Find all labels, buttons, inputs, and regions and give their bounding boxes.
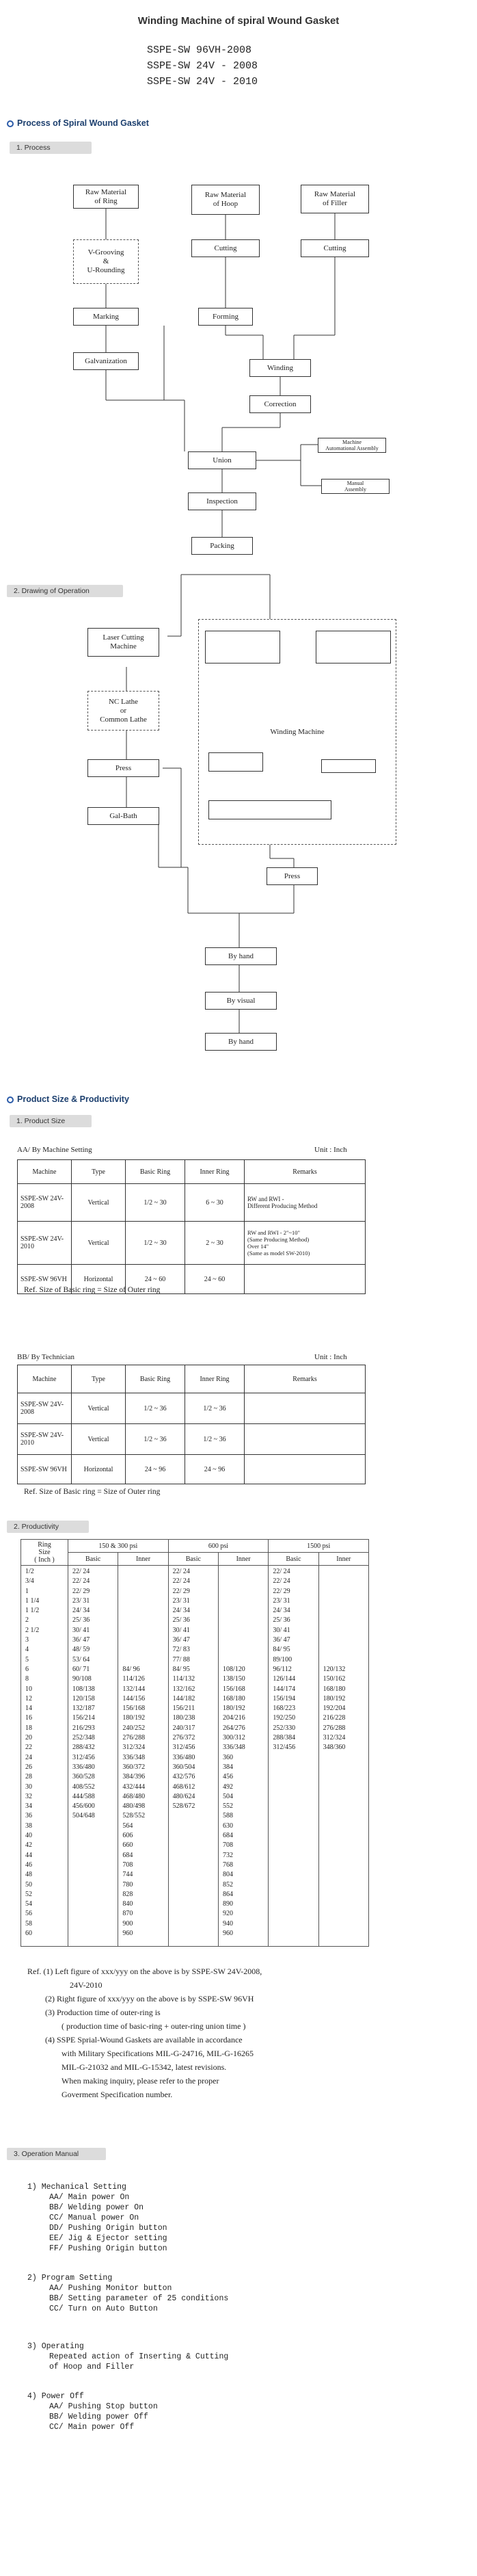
remark-line: (4) SSPE Sprial-Wound Gaskets are available in accordance xyxy=(45,2035,243,2045)
table-header-cell: Basic xyxy=(68,1553,118,1566)
box-label: Packing xyxy=(210,541,234,550)
manual-step: AA/ Pushing Stop button xyxy=(49,2402,158,2411)
manual-item-steps xyxy=(27,2352,465,2372)
box-label: By hand xyxy=(228,951,254,960)
remark-line: (2) Right figure of xxx/yyy on the above is by SSPE-SW 96VH xyxy=(45,1994,254,2003)
table-header-cell: Basic Ring xyxy=(126,1160,185,1184)
table-column: 22/ 24 22/ 24 22/ 29 23/ 31 24/ 34 25/ 36 30/ 41 36/ 47 84/ 95 89/100 96/112 126/144 144/174 156/194 168/223 192/250 252/330 288/384 312/456 xyxy=(269,1566,318,1947)
table-cell: 24 ~ 60 xyxy=(185,1265,245,1294)
press-box xyxy=(87,759,159,777)
box-label: Correction xyxy=(264,399,297,408)
table-row xyxy=(18,1184,366,1222)
table-header-cell: 150 & 300 psi xyxy=(68,1540,169,1553)
table-column: 108/120 138/150 156/168 168/180 180/192 204/216 264/276 300/312 336/348 360 384 456 492 504 552 588 630 684 708 732 768 804 852 864 890 920 940 960 xyxy=(218,1566,268,1947)
table-cell: SSPE-SW 24V- 2008 xyxy=(18,1393,72,1424)
table-cell: Horizontal xyxy=(72,1455,126,1484)
table-cell: Vertical xyxy=(72,1184,126,1222)
table-row xyxy=(18,1393,366,1424)
table-header-cell: Inner xyxy=(218,1553,268,1566)
by-hand-box xyxy=(205,1033,277,1051)
remarks-block xyxy=(27,1964,465,2101)
table-cell: Vertical xyxy=(72,1393,126,1424)
table-cell: RW and RWI - 2"~10" (Same Producing Method) Over 14" (Same as model SW-2010) xyxy=(245,1222,366,1265)
table-cell: 1/2 ~ 36 xyxy=(185,1393,245,1424)
manual-item xyxy=(27,2391,465,2432)
table-cell: Vertical xyxy=(72,1424,126,1455)
box-label: Raw Material of Filler xyxy=(314,190,356,207)
unit-label: Unit : Inch xyxy=(314,1146,347,1154)
table-cell: Vertical xyxy=(72,1222,126,1265)
box-label: Inspection xyxy=(206,497,238,505)
table-cell: SSPE-SW 24V- 2008 xyxy=(18,1184,72,1222)
table-column: 22/ 24 22/ 24 22/ 29 23/ 31 24/ 34 25/ 36 30/ 41 36/ 47 72/ 83 77/ 88 84/ 95 114/132 132/162 144/182 156/211 180/238 240/317 276/372 312/456 336/480 360/504 432/576 468/612 480/624 528/672 xyxy=(168,1566,218,1947)
manual-step: AA/ Main power On xyxy=(49,2193,130,2202)
table-cell: Horizontal xyxy=(72,1265,126,1294)
manual-step: Repeated action of Inserting & Cutting xyxy=(49,2352,229,2361)
machine-part-box xyxy=(205,631,280,663)
table-cell xyxy=(245,1424,366,1455)
machine-part-box xyxy=(316,631,391,663)
manual-step: EE/ Jig & Ejector setting xyxy=(49,2234,167,2243)
section-title: Process of Spiral Wound Gasket xyxy=(17,118,149,128)
table-caption: BB/ By Technician xyxy=(17,1353,74,1361)
box-label: Laser Cutting Machine xyxy=(103,633,144,650)
table-caption: AA/ By Machine Setting xyxy=(17,1146,92,1154)
nc-lathe-box xyxy=(87,691,159,731)
table-header-row xyxy=(21,1540,369,1553)
section-product-header xyxy=(7,1094,129,1104)
gal-bath-box xyxy=(87,807,159,825)
table-header-cell: Inner Ring xyxy=(185,1160,245,1184)
manual-step: CC/ Turn on Auto Button xyxy=(49,2304,158,2313)
model-name: SSPE-SW 96VH-2008 xyxy=(147,44,252,56)
manual-step: BB/ Welding power Off xyxy=(49,2413,148,2421)
table-header-cell: Ring Size ( Inch ) xyxy=(21,1540,68,1566)
manual-item-title: 4) Power Off xyxy=(27,2392,84,2401)
table-cell: 1/2 ~ 36 xyxy=(185,1424,245,1455)
product-size-table-bb xyxy=(17,1365,366,1484)
model-name: SSPE-SW 24V - 2008 xyxy=(147,60,258,72)
subsection-label: 3. Operation Manual xyxy=(7,2148,106,2160)
table-header-cell: Basic xyxy=(269,1553,318,1566)
table-header-cell: Basic Ring xyxy=(126,1365,185,1393)
table-header-cell: 600 psi xyxy=(168,1540,269,1553)
table-row xyxy=(18,1222,366,1265)
table-row xyxy=(18,1455,366,1484)
manual-item-title: 2) Program Setting xyxy=(27,2274,113,2283)
manual-item xyxy=(27,2182,465,2254)
table-header-cell: Inner xyxy=(318,1553,368,1566)
box-label: Cutting xyxy=(214,244,237,252)
box-label: Galvanization xyxy=(85,356,127,365)
manual-step: BB/ Welding power On xyxy=(49,2203,144,2212)
box-label: Press xyxy=(284,871,301,880)
table-cell xyxy=(245,1455,366,1484)
table-header-row xyxy=(21,1553,369,1566)
table-row xyxy=(18,1424,366,1455)
manual-item-steps xyxy=(27,2192,465,2254)
box-label: By hand xyxy=(228,1037,254,1046)
table-column: 22/ 24 22/ 24 22/ 29 23/ 31 24/ 34 25/ 36 30/ 41 36/ 47 48/ 59 53/ 64 60/ 71 90/108 108/138 120/158 132/187 156/214 216/293 252/348 288/432 312/456 336/480 360/528 408/552 444/588 456/600 504/648 xyxy=(68,1566,118,1947)
table-row xyxy=(21,1566,369,1947)
box-label: Press xyxy=(115,763,132,772)
manual-step: DD/ Pushing Origin button xyxy=(49,2224,167,2233)
circle-bullet-icon xyxy=(7,1096,14,1103)
unit-label: Unit : Inch xyxy=(314,1353,347,1361)
box-label: NC Lathe or Common Lathe xyxy=(100,697,147,724)
manual-step: BB/ Setting parameter of 25 conditions xyxy=(49,2294,229,2303)
table-header-cell: Remarks xyxy=(245,1365,366,1393)
press-box xyxy=(267,867,318,885)
box-label: Gal-Bath xyxy=(109,811,137,820)
manual-item-title: 1) Mechanical Setting xyxy=(27,2183,126,2192)
remark-line: 24V-2010 xyxy=(70,1980,103,1990)
box-label: Winding xyxy=(267,363,294,372)
manual-item xyxy=(27,2341,465,2372)
table-cell: SSPE-SW 24V- 2010 xyxy=(18,1222,72,1265)
table-column: 120/132 150/162 168/180 180/192 192/204 216/228 276/288 312/324 348/360 xyxy=(318,1566,368,1947)
manual-item-steps xyxy=(27,2402,465,2432)
table-cell xyxy=(245,1393,366,1424)
laser-cutting-box xyxy=(87,628,159,657)
subsection-label: 2. Productivity xyxy=(7,1521,89,1533)
table-cell: 24 ~ 96 xyxy=(185,1455,245,1484)
box-label: By visual xyxy=(226,996,256,1005)
table-header-cell: Inner Ring xyxy=(185,1365,245,1393)
operation-manual xyxy=(27,2182,465,2432)
manual-item-title: 3) Operating xyxy=(27,2342,84,2351)
box-label: Machine Automational Assembly xyxy=(325,439,379,451)
table-cell: RW and RWI - Different Producing Method xyxy=(245,1184,366,1222)
table-cell: 24 ~ 60 xyxy=(126,1265,185,1294)
table-header-cell: Type xyxy=(72,1365,126,1393)
manual-step: AA/ Pushing Monitor button xyxy=(49,2284,172,2293)
product-size-table-aa xyxy=(17,1159,366,1294)
box-label: Marking xyxy=(93,312,119,321)
subsection-label: 1. Process xyxy=(10,142,92,154)
remark-line: (3) Production time of outer-ring is xyxy=(45,2008,161,2017)
box-label: Winding Machine xyxy=(270,727,325,736)
table-cell: 1/2 ~ 30 xyxy=(126,1222,185,1265)
table-cell: 6 ~ 30 xyxy=(185,1184,245,1222)
manual-step: of Hoop and Filler xyxy=(49,2363,135,2371)
machine-part-box xyxy=(208,752,263,772)
table-cell: SSPE-SW 24V- 2010 xyxy=(18,1424,72,1455)
table-column: 84/ 96 114/126 132/144 144/156 156/168 180/192 240/252 276/288 312/324 336/348 360/372 384/396 432/444 468/480 480/498 528/552 564 606 660 684 708 744 780 828 840 870 900 960 xyxy=(118,1566,168,1947)
table-header-cell: Type xyxy=(72,1160,126,1184)
manual-step: CC/ Main power Off xyxy=(49,2423,135,2432)
remark-line: MIL-G-21032 and MIL-G-15342, latest revisions. xyxy=(62,2062,227,2072)
table-header-cell: 1500 psi xyxy=(269,1540,369,1553)
remark-line: with Military Specifications MIL-G-24716, MIL-G-16265 xyxy=(62,2049,254,2058)
table-cell: SSPE-SW 96VH xyxy=(18,1455,72,1484)
table-header-cell: Basic xyxy=(168,1553,218,1566)
machine-part-box xyxy=(321,759,376,773)
subsection-label: 1. Product Size xyxy=(10,1115,92,1127)
remark-line: Goverment Specification number. xyxy=(62,2090,173,2099)
box-label: Union xyxy=(213,456,232,464)
remark-line: ( production time of basic-ring + outer-ring union time ) xyxy=(62,2021,246,2031)
box-label: Manual Assembly xyxy=(344,480,366,492)
manual-step: CC/ Manual power On xyxy=(49,2213,139,2222)
by-visual-box xyxy=(205,992,277,1010)
table-cell: 1/2 ~ 36 xyxy=(126,1424,185,1455)
by-hand-box xyxy=(205,947,277,965)
table-header-cell: Machine xyxy=(18,1160,72,1184)
table-cell: 1/2 ~ 36 xyxy=(126,1393,185,1424)
table-header-row xyxy=(18,1160,366,1184)
manual-step: FF/ Pushing Origin button xyxy=(49,2244,167,2253)
productivity-table xyxy=(21,1539,369,1947)
model-name: SSPE-SW 24V - 2010 xyxy=(147,76,258,88)
machine-part-box xyxy=(208,800,331,819)
table-header-row xyxy=(18,1365,366,1393)
table-header-cell: Inner xyxy=(118,1553,168,1566)
table-note: Ref. Size of Basic ring = Size of Outer ring xyxy=(24,1488,161,1496)
manual-item xyxy=(27,2273,465,2314)
table-note: Ref. Size of Basic ring = Size of Outer ring xyxy=(24,1286,161,1294)
table-cell: 24 ~ 96 xyxy=(126,1455,185,1484)
subsection-label: 2. Drawing of Operation xyxy=(7,585,123,597)
box-label: Raw Material of Ring xyxy=(85,187,127,205)
remark-line: Ref. (1) Left figure of xxx/yyy on the above is by SSPE-SW 24V-2008, xyxy=(27,1967,262,1976)
table-cell xyxy=(245,1265,366,1294)
box-label: V-Grooving & U-Rounding xyxy=(87,248,125,274)
page-title: Winding Machine of spiral Wound Gasket xyxy=(137,15,340,27)
ring-size-column: 1/2 3/4 1 1 1/4 1 1/2 2 2 1/2 3 4 5 6 8 10 12 14 16 18 20 22 24 26 28 30 32 34 36 38 40 42 44 46 48 50 52 54 56 58 60 xyxy=(21,1566,68,1947)
remark-line: When making inquiry, please refer to the proper xyxy=(62,2076,219,2086)
table-header-cell: Machine xyxy=(18,1365,72,1393)
box-label: Raw Material of Hoop xyxy=(204,191,247,208)
manual-item-steps xyxy=(27,2283,465,2314)
box-label: Forming xyxy=(213,312,238,321)
section-title: Product Size & Productivity xyxy=(17,1094,129,1104)
table-cell: 2 ~ 30 xyxy=(185,1222,245,1265)
table-header-cell: Remarks xyxy=(245,1160,366,1184)
table-cell: SSPE-SW 96VH xyxy=(18,1265,72,1294)
table-cell: 1/2 ~ 30 xyxy=(126,1184,185,1222)
box-label: Cutting xyxy=(323,244,346,252)
